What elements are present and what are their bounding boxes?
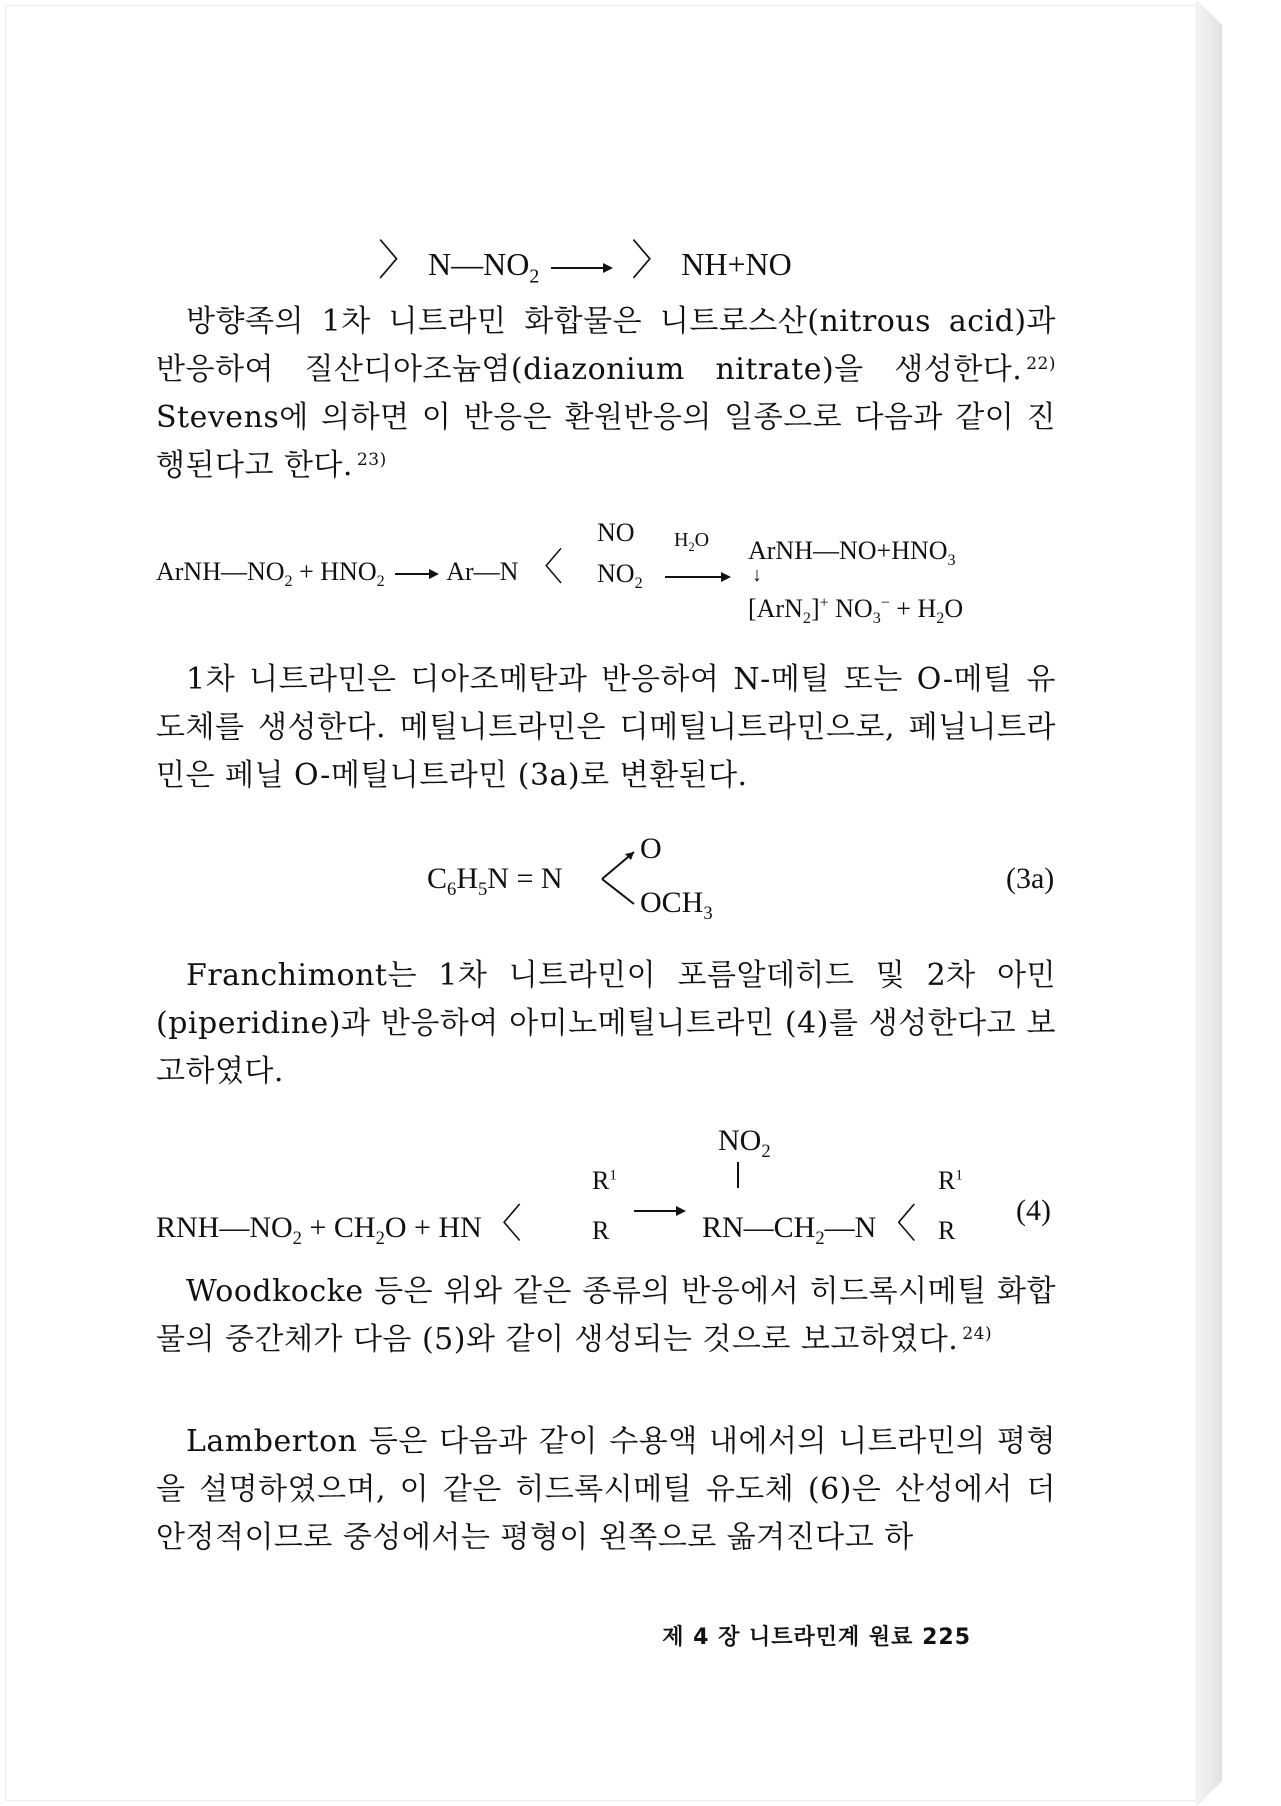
book-edge [1196,0,1281,1806]
methoxy: $OCH_3$ [640,886,713,924]
reaction-top: 〉 $N—NO_2$ 〉 NH+NO [378,239,792,288]
para1-text: 방향족의 1차 니트라민 화합물은 니트로스산(nitrous acid)과 반응하여 질산디아조늄염(diazonium nitrate)을 생성한다. [156,304,1056,387]
no2-substituent: $NO_2$ [718,1124,771,1162]
bond-lines [600,844,640,914]
reaction-top-right: NH+NO [681,246,792,282]
reaction-arrow [551,267,611,269]
arrow-3 [634,1210,684,1212]
eq-label-3a: (3a) [1006,862,1055,895]
product-1: $ArNH—NO+HNO_3$ [748,536,956,570]
product-2: [ArN$_2$]+ $NO_3^- + H_2O$ [748,594,964,628]
r1-sub: $R^1$ [592,1166,617,1195]
book-page: 〉 $N—NO_2$ 〉 NH+NO 방향족의 1차 니트라민 화합물은 니트로스산(nitrous acid)과 반응하여 질산디아조늄염(diazonium nitrate)을 생성한다. $^{22)}$ Stevens에 의하면 이 반응은 환원반응의 일종으로 다음과 같이 진행된다고 한다. $^{23)}$ $ArNH—NO_2 + HNO_2$ Ar—N 〈 NO $NO_2$ $H_2O$ $ArNH—NO+HNO_3$ ↓ [ArN$_2$]+ $NO_3^- + H_2O$ 1차 니트라민은 디아조메탄과 반응하여 N-메틸 또는 O-메틸 유도체를 생성한다. 메틸니트라민은 디메틸니트라민으로, 페닐니트라민은 페닐 O-메틸니트라민 (3a)로 변환된다. $C_6H_5N = N$ O $OCH_3$ (3a) Franchimont는 1차 니트라민이 포름알데히드 및 2차 아민(piperidine)과 반응하여 아미노메틸니트라민 (4)를 생성한다고 보고하였다. $NO_2$ $RNH—NO_2 + CH_2O$ + HN〈 $R^1$ R $RN—CH_2—N$〈 $R^1$ R (4) Woodkocke 등은 위와 같은 종류의 반응에서 히드록시메틸 화합물의 중간체가 다음 (5)와 같이 생성되는 것으로 보고하였다. $^{24)}$ Lamberton 등은 다음과 같이 수용액 내에서의 니트라민의 평형을 설명하였으며, 이 같은 히드록시메틸 유도체 (6)은 산성에서 더 안정적이므로 중성에서는 평형이 왼쪽으로 옮겨진다고 하 제 4 장 니트라민계 원료 225 [6,6,1196,1800]
paragraph-2: 1차 니트라민은 디아조메탄과 반응하여 N-메틸 또는 O-메틸 유도체를 생성한다. 메틸니트라민은 디메틸니트라민으로, 페닐니트라민은 페닐 O-메틸니트라민 (3a)로 변환된다. [156,662,1056,793]
paragraph-3: Franchimont는 1차 니트라민이 포름알데히드 및 2차 아민(piperidine)과 반응하여 아미노메틸니트라민 (4)를 생성한다고 보고하였다. [156,958,1056,1089]
no2-bottom: $NO_2$ [597,559,643,593]
no-top: NO [597,518,635,547]
reaction-top-left: N—NO [428,246,530,282]
r1b-sub: $R^1$ [938,1166,963,1195]
paragraph-1 [156,298,1056,488]
product-aminomethyl: $RN—CH_2—N$〈 [702,1201,917,1249]
arrow-2 [665,576,729,578]
footnote-ref-23: 23) [356,450,387,470]
rb-sub: R [938,1216,956,1245]
footnote-ref-22: 22) [1026,354,1056,374]
h2o-label: $H_2O$ [674,529,710,554]
footnote-ref-24: 24) [962,1324,993,1344]
eq-label-4: (4) [1016,1194,1051,1227]
page-footer: 제 4 장 니트라민계 원료 225 [662,1625,971,1650]
r-sub: R [592,1216,610,1245]
paragraph-4: Woodkocke 등은 위와 같은 종류의 반응에서 히드록시메틸 화합물의 중간체가 다음 (5)와 같이 생성되는 것으로 보고하였다. $^{24)}$ [156,1274,1056,1357]
arrow-1 [395,573,437,575]
paragraph-5: Lamberton 등은 다음과 같이 수용액 내에서의 니트라민의 평형을 설명하였으며, 이 같은 히드록시메틸 유도체 (6)은 산성에서 더 안정적이므로 중성에서는 평형이 왼쪽으로 옮겨진다고 하 [156,1424,1056,1555]
oxygen: O [640,832,662,865]
down-arrow: ↓ [752,564,762,586]
vertical-bond [737,1162,739,1188]
para1b-text: Stevens에 의하면 이 반응은 환원반응의 일종으로 다음과 같이 진행된다고 한다. [156,400,1056,483]
